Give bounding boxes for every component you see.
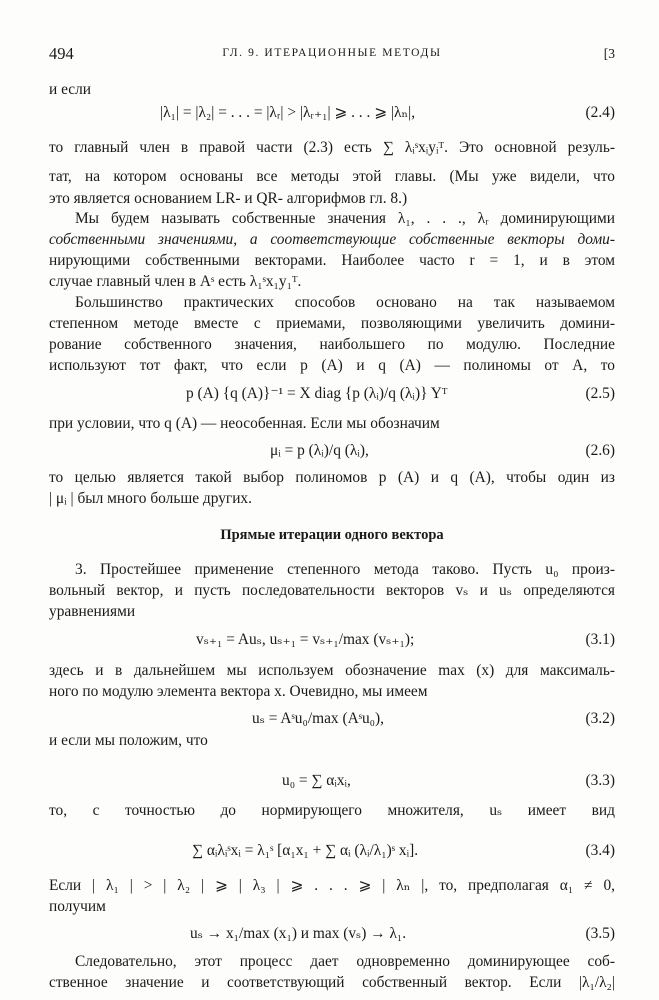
equation-3-1: vₛ₊₁ = Auₛ, uₛ₊₁ = vₛ₊₁/max (vₛ₊₁); xyxy=(196,631,415,648)
running-title: ГЛ. 9. ИТЕРАЦИОННЫЕ МЕТОДЫ xyxy=(222,47,442,59)
section-mark: [3 xyxy=(603,46,615,61)
text-line: Следовательно, этот процесс дает одновременно доминирующее соб- xyxy=(75,953,615,970)
text-line: ственное значение и соответствующий собственный вектор. Если |λ₁/λ₂| xyxy=(49,974,615,991)
page-number: 494 xyxy=(49,44,74,63)
equation-number-2-5: (2.5) xyxy=(585,385,615,402)
equation-3-4: ∑ αᵢλᵢˢxᵢ = λ₁ˢ [α₁x₁ + ∑ αᵢ (λᵢ/λ₁)ˢ xᵢ]. xyxy=(192,842,419,859)
text-line: 3. Простейшее применение степенного метода таково. Пусть u₀ произ- xyxy=(75,561,615,578)
equation-number-3-2: (3.2) xyxy=(585,710,615,727)
equation-2-6: μᵢ = p (λᵢ)/q (λᵢ), xyxy=(270,442,369,459)
text-line: то, с точностью до нормирующего множителя, uₛ имеет вид xyxy=(49,802,615,819)
text-line: тат, на котором основаны все методы этой главы. (Мы уже видели, что xyxy=(49,168,615,185)
text-line: Если | λ₁ | > | λ₂ | ⩾ | λ₃ | ⩾ . . . ⩾ | λₙ |, то, предполагая α₁ ≠ 0, xyxy=(49,877,615,894)
text-line: то главный член в правой части (2.3) есть ∑ λᵢˢxᵢyᵢᵀ. Это основной резуль- xyxy=(49,139,615,156)
page-header xyxy=(49,44,615,64)
text-line: вольный вектор, и пусть последовательности векторов vₛ и uₛ определяются xyxy=(49,582,615,599)
text-line: Большинство практических способов основано на так называемом xyxy=(75,294,615,311)
text-line: нирующими собственными векторами. Наиболее часто r = 1, и в этом xyxy=(49,252,615,269)
equation-number-2-4: (2.4) xyxy=(585,104,615,121)
equation-number-3-4: (3.4) xyxy=(585,842,615,859)
equation-number-3-3: (3.3) xyxy=(585,772,615,789)
text-line: и если мы положим, что xyxy=(49,732,208,749)
equation-3-5: uₛ → x₁/max (x₁) и max (vₛ) → λ₁. xyxy=(190,925,407,942)
equation-3-3: u₀ = ∑ αᵢxᵢ, xyxy=(282,772,351,789)
text-line: случае главный член в Aˢ есть λ₁ˢx₁y₁ᵀ. xyxy=(49,273,302,290)
equation-2-5: p (A) {q (A)}⁻¹ = X diag {p (λᵢ)/q (λᵢ)} Yᵀ xyxy=(186,385,448,402)
text-line: собственными значениями, а соответствующие собственные векторы доми- xyxy=(49,231,615,248)
text-line: при условии, что q (A) — неособенная. Если мы обозначим xyxy=(49,415,440,432)
text-line: степенном методе вместе с приемами, позволяющими увеличить домини- xyxy=(49,315,615,332)
text-line: и если xyxy=(49,81,92,98)
text-line: здесь и в дальнейшем мы используем обозначение max (x) для максималь- xyxy=(49,662,615,679)
equation-number-3-5: (3.5) xyxy=(585,925,615,942)
text-line: Мы будем называть собственные значения λ₁, . . ., λᵣ доминирующими xyxy=(75,210,615,227)
text-line: то целью является такой выбор полиномов p (A) и q (A), чтобы один из xyxy=(49,469,615,486)
text-line: используют тот факт, что если p (A) и q (A) — полиномы от A, то xyxy=(49,357,615,374)
equation-number-2-6: (2.6) xyxy=(585,442,615,459)
equation-3-2: uₛ = Aˢu₀/max (Aˢu₀), xyxy=(252,710,385,727)
text-line: | μᵢ | был много больше других. xyxy=(49,490,252,507)
text-line: получим xyxy=(49,898,106,915)
equation-number-3-1: (3.1) xyxy=(585,631,615,648)
text-line: рование собственного значения, наибольшего по модулю. Последние xyxy=(49,336,615,353)
text-line: уравнениями xyxy=(49,603,136,620)
text-line: это является основанием LR- и QR- алгорифмов гл. 8.) xyxy=(49,190,408,207)
equation-2-4: |λ₁| = |λ₂| = . . . = |λᵣ| > |λᵣ₊₁| ⩾ . . . ⩾ |λₙ|, xyxy=(160,104,416,121)
section-heading: Прямые итерации одного вектора xyxy=(220,527,444,543)
text-line: ного по модулю элемента вектора x. Очевидно, мы имеем xyxy=(49,683,428,700)
